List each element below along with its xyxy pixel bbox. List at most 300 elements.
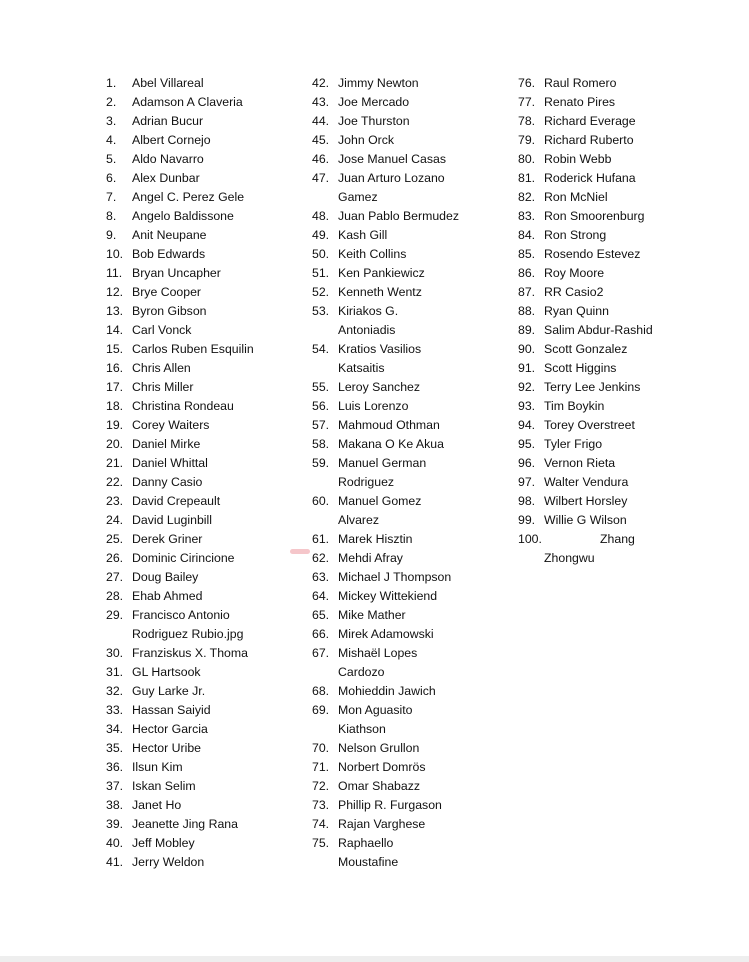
person-name: Jerry Weldon xyxy=(132,855,205,869)
item-number: 8. xyxy=(106,209,117,223)
person-name: Mirek Adamowski xyxy=(338,627,434,641)
list-item xyxy=(106,435,306,454)
person-name: Ron Strong xyxy=(544,228,607,242)
person-name: Francisco Antonio xyxy=(132,608,230,622)
item-number: 13. xyxy=(106,304,124,318)
list-item xyxy=(518,454,718,473)
item-number: 71. xyxy=(312,760,330,774)
item-number: 14. xyxy=(106,323,124,337)
list-item xyxy=(312,416,512,435)
list-item xyxy=(106,530,306,549)
list-item xyxy=(106,492,306,511)
list-item xyxy=(312,625,512,644)
list-item xyxy=(312,682,512,701)
person-name-continuation xyxy=(518,549,718,568)
item-number: 28. xyxy=(106,589,124,603)
item-number: 76. xyxy=(518,76,536,90)
list-item xyxy=(106,112,306,131)
person-name-continuation xyxy=(312,853,512,872)
item-number: 21. xyxy=(106,456,124,470)
list-item xyxy=(518,207,718,226)
item-number: 30. xyxy=(106,646,124,660)
item-number: 10. xyxy=(106,247,124,261)
person-name: Brye Cooper xyxy=(132,285,202,299)
item-number: 97. xyxy=(518,475,536,489)
list-item xyxy=(312,264,512,283)
person-name: Joe Mercado xyxy=(338,95,410,109)
person-name: Iskan Selim xyxy=(132,779,196,793)
list-item xyxy=(312,397,512,416)
item-number: 92. xyxy=(518,380,536,394)
person-name: Mohieddin Jawich xyxy=(338,684,436,698)
person-name: Ron McNiel xyxy=(544,190,608,204)
person-name: Christina Rondeau xyxy=(132,399,234,413)
item-number: 54. xyxy=(312,342,330,356)
person-name: Danny Casio xyxy=(132,475,203,489)
person-name: Scott Higgins xyxy=(544,361,617,375)
list-item xyxy=(518,378,718,397)
person-name: Jeanette Jing Rana xyxy=(132,817,238,831)
item-number: 61. xyxy=(312,532,330,546)
person-name: Richard Everage xyxy=(544,114,636,128)
item-number: 33. xyxy=(106,703,124,717)
item-number: 17. xyxy=(106,380,124,394)
item-number: 20. xyxy=(106,437,124,451)
person-name: Anit Neupane xyxy=(132,228,207,242)
list-item xyxy=(312,207,512,226)
list-item xyxy=(312,169,512,188)
list-item xyxy=(106,473,306,492)
person-name: Mike Mather xyxy=(338,608,406,622)
item-number: 44. xyxy=(312,114,330,128)
item-number: 5. xyxy=(106,152,117,166)
item-number: 51. xyxy=(312,266,330,280)
item-number: 75. xyxy=(312,836,330,850)
person-name: Marek Hisztin xyxy=(338,532,413,546)
person-name: Tyler Frigo xyxy=(544,437,603,451)
item-number: 90. xyxy=(518,342,536,356)
list-item xyxy=(106,169,306,188)
person-name: Zhang xyxy=(600,532,635,546)
person-name: GL Hartsook xyxy=(132,665,201,679)
item-number: 69. xyxy=(312,703,330,717)
list-item xyxy=(518,492,718,511)
list-item xyxy=(312,150,512,169)
person-name: Dominic Cirincione xyxy=(132,551,235,565)
item-number: 11. xyxy=(106,266,123,280)
item-number: 12. xyxy=(106,285,124,299)
item-number: 52. xyxy=(312,285,330,299)
person-name: Byron Gibson xyxy=(132,304,207,318)
person-name: Guy Larke Jr. xyxy=(132,684,206,698)
list-item xyxy=(312,245,512,264)
name-list-column-3 xyxy=(518,74,718,568)
person-name-continuation xyxy=(312,511,512,530)
list-item xyxy=(106,302,306,321)
list-item xyxy=(106,359,306,378)
item-number: 42. xyxy=(312,76,330,90)
list-item xyxy=(518,340,718,359)
person-name: Mahmoud Othman xyxy=(338,418,440,432)
item-number: 65. xyxy=(312,608,330,622)
person-name: Jimmy Newton xyxy=(338,76,419,90)
list-item xyxy=(312,226,512,245)
list-item xyxy=(312,131,512,150)
item-number: 95. xyxy=(518,437,536,451)
list-item xyxy=(106,321,306,340)
person-name-continuation xyxy=(312,321,512,340)
item-number: 96. xyxy=(518,456,536,470)
list-item xyxy=(312,549,512,568)
item-number: 81. xyxy=(518,171,536,185)
item-number: 77. xyxy=(518,95,536,109)
list-item xyxy=(312,302,512,321)
item-number: 79. xyxy=(518,133,536,147)
list-item xyxy=(106,245,306,264)
item-number: 35. xyxy=(106,741,124,755)
person-name: Daniel Mirke xyxy=(132,437,201,451)
person-name-continuation xyxy=(312,663,512,682)
list-item xyxy=(106,644,306,663)
item-number: 89. xyxy=(518,323,536,337)
list-item xyxy=(106,777,306,796)
person-name-line-2: Rodriguez xyxy=(338,475,395,489)
list-item xyxy=(312,340,512,359)
list-item xyxy=(106,264,306,283)
person-name-line-2: Zhongwu xyxy=(544,551,595,565)
person-name: Makana O Ke Akua xyxy=(338,437,444,451)
item-number: 48. xyxy=(312,209,330,223)
person-name-continuation xyxy=(312,473,512,492)
item-number: 60. xyxy=(312,494,330,508)
list-item xyxy=(518,74,718,93)
list-item xyxy=(106,834,306,853)
item-number: 22. xyxy=(106,475,124,489)
person-name: Corey Waiters xyxy=(132,418,210,432)
person-name: Angel C. Perez Gele xyxy=(132,190,245,204)
person-name: Raul Romero xyxy=(544,76,617,90)
person-name: Terry Lee Jenkins xyxy=(544,380,641,394)
item-number: 16. xyxy=(106,361,124,375)
list-item xyxy=(518,264,718,283)
name-list-column-1 xyxy=(106,74,306,872)
person-name: Janet Ho xyxy=(132,798,182,812)
list-item xyxy=(518,435,718,454)
person-name: Joe Thurston xyxy=(338,114,410,128)
list-item xyxy=(106,758,306,777)
list-item xyxy=(312,777,512,796)
list-item xyxy=(106,397,306,416)
person-name: Keith Collins xyxy=(338,247,407,261)
person-name: Leroy Sanchez xyxy=(338,380,421,394)
item-number: 63. xyxy=(312,570,330,584)
person-name: Franziskus X. Thoma xyxy=(132,646,248,660)
item-number: 3. xyxy=(106,114,117,128)
person-name: Derek Griner xyxy=(132,532,203,546)
item-number: 39. xyxy=(106,817,124,831)
list-item xyxy=(312,435,512,454)
person-name: Rajan Varghese xyxy=(338,817,426,831)
list-item xyxy=(106,150,306,169)
person-name: Michael J Thompson xyxy=(338,570,452,584)
item-number: 7. xyxy=(106,190,117,204)
item-number: 70. xyxy=(312,741,330,755)
list-item xyxy=(312,568,512,587)
list-item xyxy=(518,302,718,321)
item-number: 40. xyxy=(106,836,124,850)
person-name: Omar Shabazz xyxy=(338,779,421,793)
person-name: Hector Uribe xyxy=(132,741,202,755)
person-name: Aldo Navarro xyxy=(132,152,204,166)
list-item xyxy=(312,606,512,625)
list-item xyxy=(312,74,512,93)
list-item xyxy=(312,701,512,720)
list-item xyxy=(518,321,718,340)
item-number: 74. xyxy=(312,817,330,831)
list-item xyxy=(106,340,306,359)
item-number: 31. xyxy=(106,665,124,679)
item-number: 94. xyxy=(518,418,536,432)
item-number: 99. xyxy=(518,513,536,527)
person-name-line-2: Kiathson xyxy=(338,722,386,736)
item-number: 15. xyxy=(106,342,124,356)
list-item xyxy=(312,587,512,606)
list-item xyxy=(106,663,306,682)
list-item xyxy=(518,226,718,245)
list-item xyxy=(518,283,718,302)
list-item xyxy=(106,682,306,701)
list-item xyxy=(106,701,306,720)
person-name: Bob Edwards xyxy=(132,247,206,261)
person-name: Doug Bailey xyxy=(132,570,199,584)
item-number: 45. xyxy=(312,133,330,147)
list-item xyxy=(106,606,306,625)
list-item xyxy=(312,112,512,131)
list-item xyxy=(106,511,306,530)
person-name: Hector Garcia xyxy=(132,722,208,736)
person-name: Richard Ruberto xyxy=(544,133,634,147)
person-name: Wilbert Horsley xyxy=(544,494,628,508)
item-number: 23. xyxy=(106,494,124,508)
person-name: Nelson Grullon xyxy=(338,741,420,755)
item-number: 32. xyxy=(106,684,124,698)
person-name: Adamson A Claveria xyxy=(132,95,243,109)
list-item xyxy=(312,739,512,758)
item-number: 55. xyxy=(312,380,330,394)
person-name: Torey Overstreet xyxy=(544,418,635,432)
person-name: Raphaello xyxy=(338,836,394,850)
person-name: Mishaël Lopes xyxy=(338,646,418,660)
person-name: Salim Abdur-Rashid xyxy=(544,323,653,337)
person-name: Renato Pires xyxy=(544,95,616,109)
person-name: Manuel Gomez xyxy=(338,494,422,508)
item-number: 64. xyxy=(312,589,330,603)
item-number: 29. xyxy=(106,608,124,622)
person-name: Ehab Ahmed xyxy=(132,589,203,603)
list-item xyxy=(106,815,306,834)
person-name: Ryan Quinn xyxy=(544,304,609,318)
person-name: Phillip R. Furgason xyxy=(338,798,442,812)
item-number: 100. xyxy=(518,532,542,546)
list-item xyxy=(106,74,306,93)
person-name: Tim Boykin xyxy=(544,399,605,413)
list-item xyxy=(518,188,718,207)
list-item xyxy=(106,188,306,207)
page-bottom-edge xyxy=(0,956,749,962)
person-name: David Crepeault xyxy=(132,494,221,508)
list-item xyxy=(312,492,512,511)
list-item xyxy=(518,93,718,112)
list-item xyxy=(106,796,306,815)
person-name: Walter Vendura xyxy=(544,475,629,489)
item-number: 72. xyxy=(312,779,330,793)
person-name: Hassan Saiyid xyxy=(132,703,211,717)
list-item xyxy=(518,245,718,264)
item-number: 50. xyxy=(312,247,330,261)
item-number: 67. xyxy=(312,646,330,660)
item-number: 56. xyxy=(312,399,330,413)
item-number: 36. xyxy=(106,760,124,774)
person-name: Norbert Domrös xyxy=(338,760,426,774)
person-name: Willie G Wilson xyxy=(544,513,627,527)
name-list-column-2 xyxy=(312,74,512,872)
person-name: David Luginbill xyxy=(132,513,212,527)
person-name: Chris Allen xyxy=(132,361,191,375)
item-number: 68. xyxy=(312,684,330,698)
item-number: 83. xyxy=(518,209,536,223)
list-item xyxy=(312,644,512,663)
person-name: Ken Pankiewicz xyxy=(338,266,425,280)
person-name: Ron Smoorenburg xyxy=(544,209,645,223)
person-name: RR Casio2 xyxy=(544,285,604,299)
list-item xyxy=(518,131,718,150)
item-number: 49. xyxy=(312,228,330,242)
item-number: 24. xyxy=(106,513,124,527)
list-item xyxy=(106,587,306,606)
item-number: 26. xyxy=(106,551,124,565)
list-item xyxy=(106,853,306,872)
person-name-line-2: Antoniadis xyxy=(338,323,396,337)
item-number: 91. xyxy=(518,361,536,375)
item-number: 59. xyxy=(312,456,330,470)
list-item xyxy=(312,758,512,777)
item-number: 84. xyxy=(518,228,536,242)
item-number: 86. xyxy=(518,266,536,280)
item-number: 18. xyxy=(106,399,124,413)
item-number: 98. xyxy=(518,494,536,508)
item-number: 19. xyxy=(106,418,124,432)
list-item xyxy=(312,815,512,834)
list-item xyxy=(312,378,512,397)
person-name: Ilsun Kim xyxy=(132,760,183,774)
person-name: Adrian Bucur xyxy=(132,114,204,128)
list-item xyxy=(106,93,306,112)
list-item xyxy=(106,131,306,150)
list-item xyxy=(518,511,718,530)
item-number: 82. xyxy=(518,190,536,204)
person-name-continuation xyxy=(312,188,512,207)
item-number: 78. xyxy=(518,114,536,128)
list-item xyxy=(106,568,306,587)
list-item xyxy=(106,720,306,739)
list-item xyxy=(518,397,718,416)
person-name-line-2: Gamez xyxy=(338,190,378,204)
item-number: 73. xyxy=(312,798,330,812)
item-number: 2. xyxy=(106,95,117,109)
person-name: Kash Gill xyxy=(338,228,388,242)
person-name: Kenneth Wentz xyxy=(338,285,422,299)
item-number: 88. xyxy=(518,304,536,318)
list-item xyxy=(106,207,306,226)
item-number: 80. xyxy=(518,152,536,166)
person-name: Kiriakos G. xyxy=(338,304,399,318)
person-name: Chris Miller xyxy=(132,380,194,394)
person-name: Alex Dunbar xyxy=(132,171,200,185)
item-number: 87. xyxy=(518,285,536,299)
item-number: 38. xyxy=(106,798,124,812)
item-number: 93. xyxy=(518,399,536,413)
person-name: Rosendo Estevez xyxy=(544,247,641,261)
person-name-continuation xyxy=(312,359,512,378)
person-name: Luis Lorenzo xyxy=(338,399,409,413)
list-item xyxy=(106,226,306,245)
item-number: 27. xyxy=(106,570,124,584)
person-name: Vernon Rieta xyxy=(544,456,616,470)
person-name-line-2: Alvarez xyxy=(338,513,380,527)
person-name: Carlos Ruben Esquilin xyxy=(132,342,254,356)
item-number: 57. xyxy=(312,418,330,432)
item-number: 37. xyxy=(106,779,124,793)
list-item xyxy=(518,359,718,378)
list-item xyxy=(106,378,306,397)
person-name-line-2: Rodriguez Rubio.jpg xyxy=(132,627,244,641)
person-name: Mickey Wittekiend xyxy=(338,589,438,603)
list-item xyxy=(518,473,718,492)
list-item xyxy=(312,530,512,549)
item-number: 62. xyxy=(312,551,330,565)
item-number: 46. xyxy=(312,152,330,166)
person-name: Abel Villareal xyxy=(132,76,204,90)
item-number: 25. xyxy=(106,532,124,546)
list-item xyxy=(518,150,718,169)
list-item xyxy=(106,549,306,568)
item-number: 66. xyxy=(312,627,330,641)
item-number: 34. xyxy=(106,722,124,736)
list-item xyxy=(312,834,512,853)
list-item xyxy=(518,530,718,549)
person-name: John Orck xyxy=(338,133,395,147)
item-number: 47. xyxy=(312,171,330,185)
person-name-line-2: Moustafine xyxy=(338,855,399,869)
person-name: Scott Gonzalez xyxy=(544,342,628,356)
item-number: 1. xyxy=(106,76,117,90)
list-item xyxy=(312,283,512,302)
item-number: 6. xyxy=(106,171,117,185)
person-name: Roderick Hufana xyxy=(544,171,636,185)
list-item xyxy=(312,93,512,112)
person-name: Mehdi Afray xyxy=(338,551,403,565)
person-name-continuation xyxy=(106,625,306,644)
list-item xyxy=(518,169,718,188)
person-name: Daniel Whittal xyxy=(132,456,208,470)
list-item xyxy=(312,454,512,473)
person-name: Juan Pablo Bermudez xyxy=(338,209,459,223)
item-number: 58. xyxy=(312,437,330,451)
list-item xyxy=(106,283,306,302)
list-item xyxy=(106,454,306,473)
person-name: Mon Aguasito xyxy=(338,703,413,717)
list-item xyxy=(518,112,718,131)
